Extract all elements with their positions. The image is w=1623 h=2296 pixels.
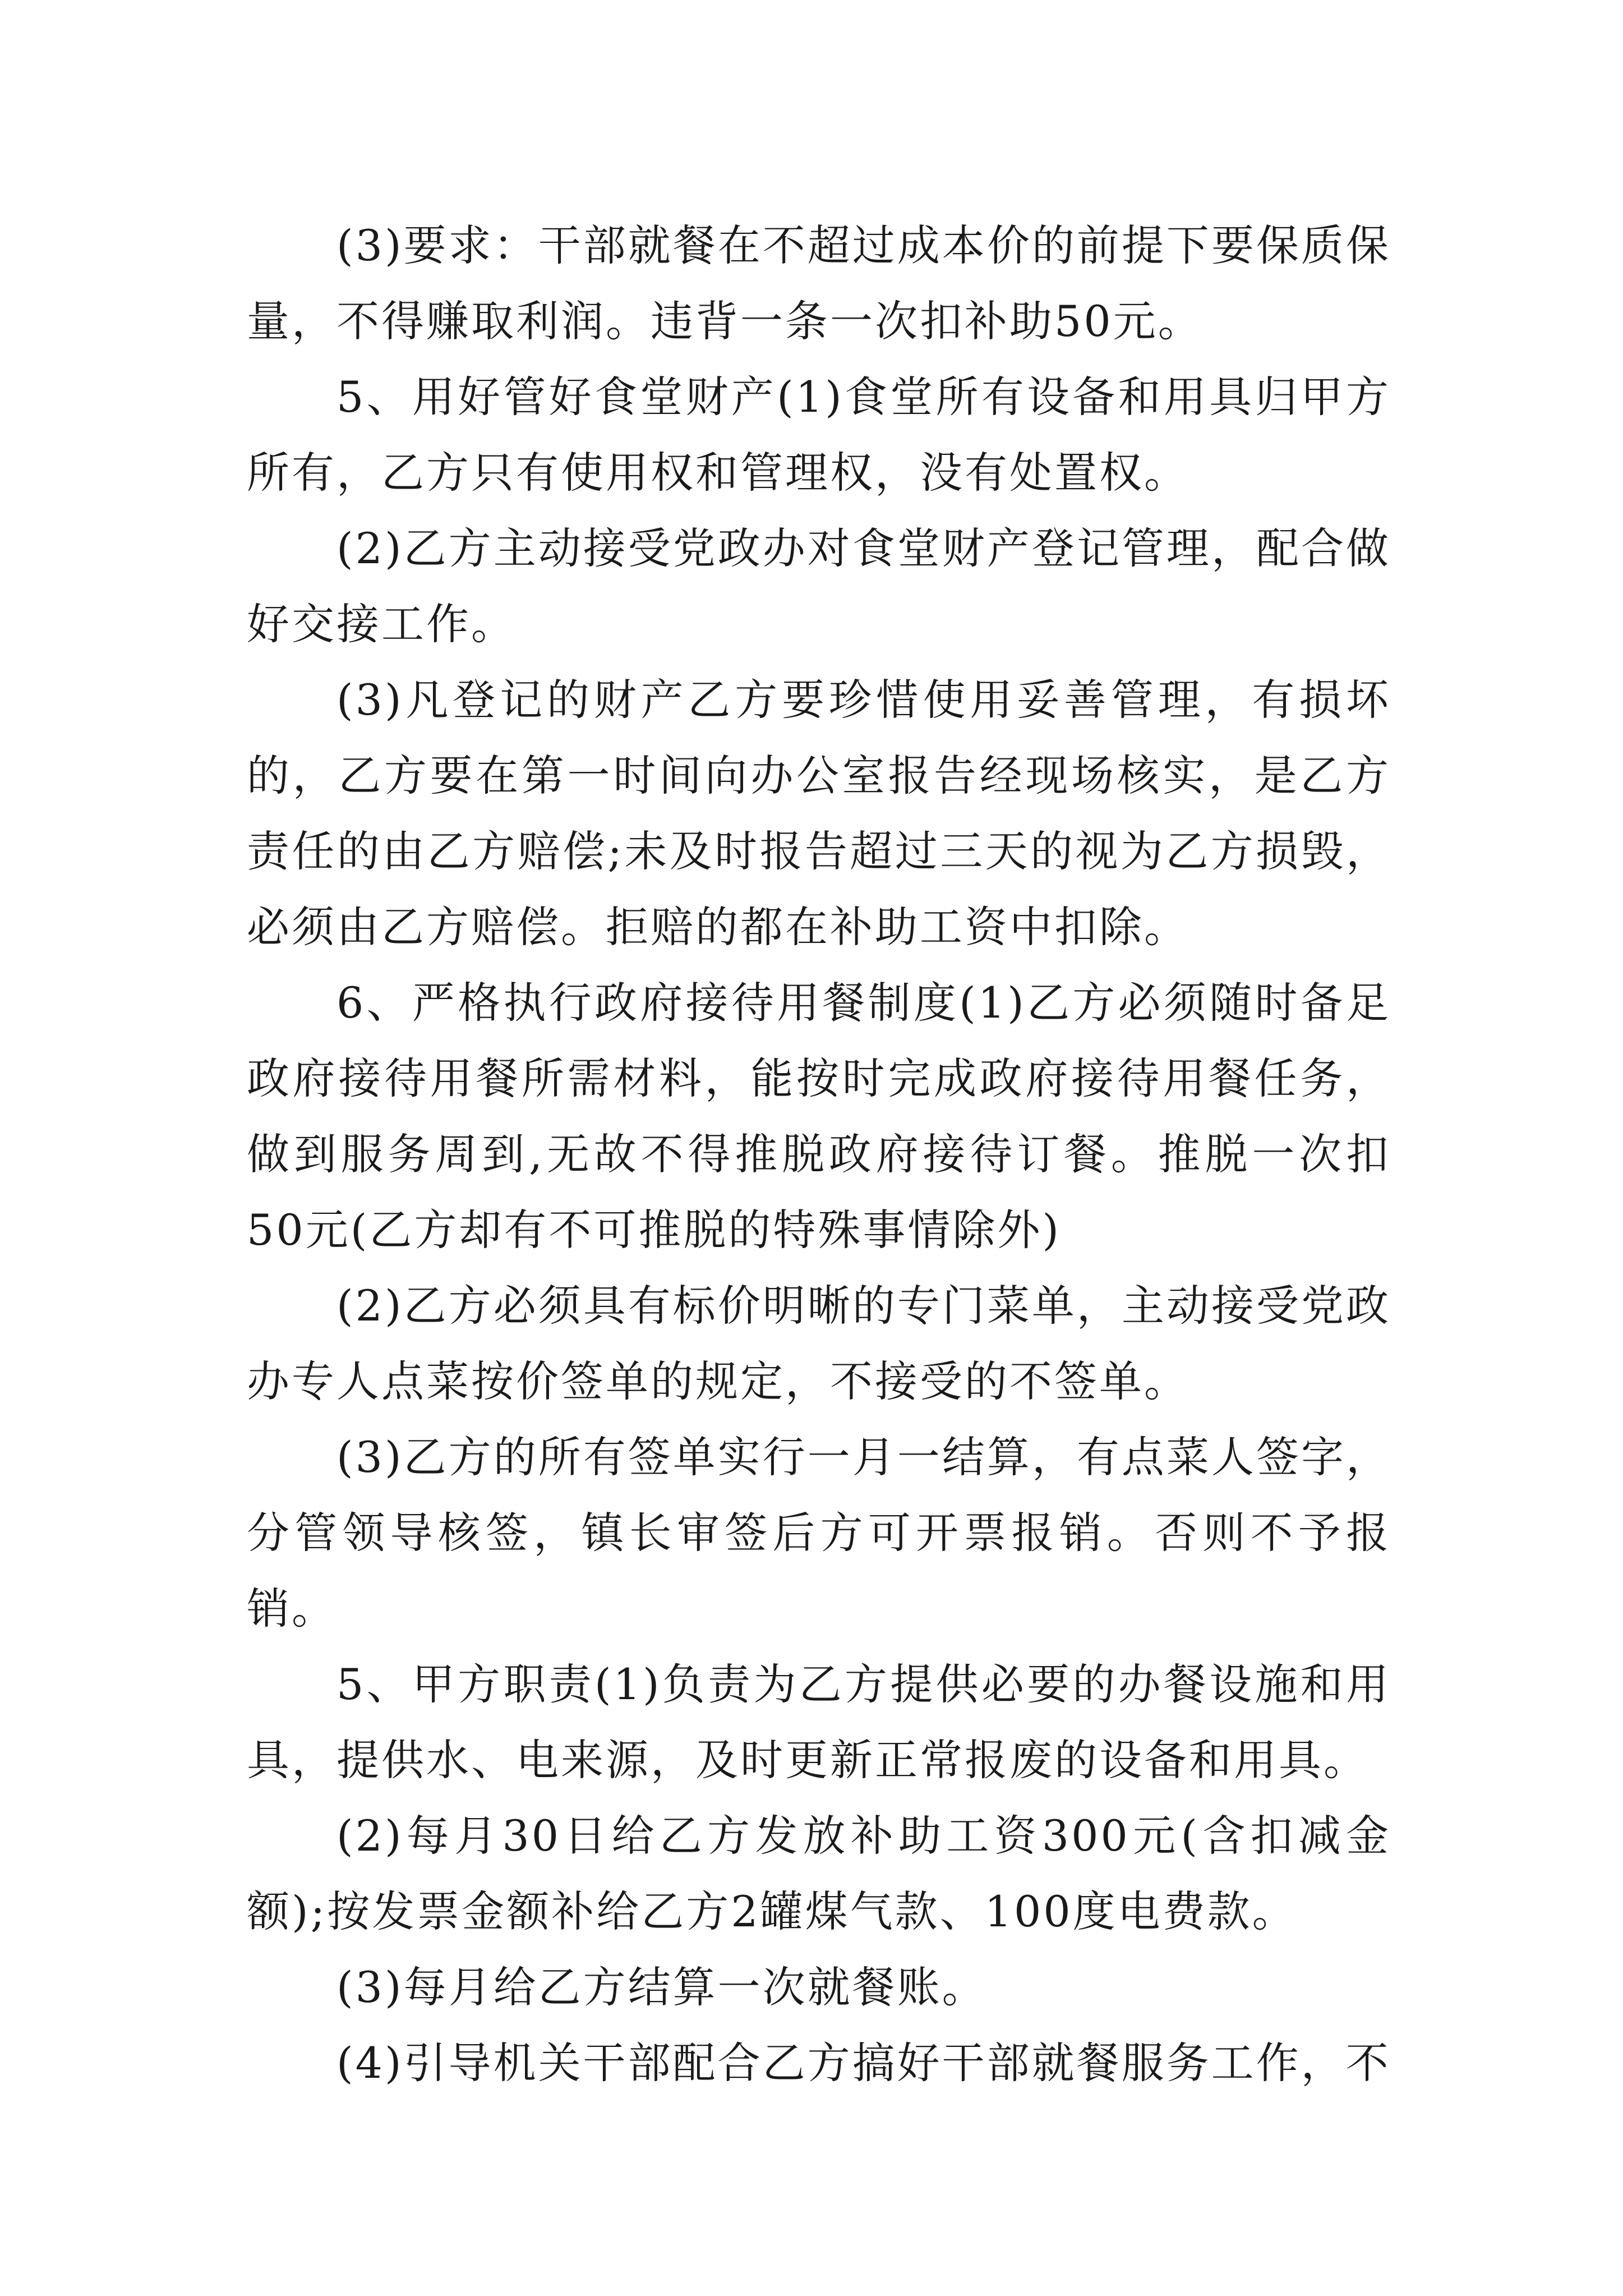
paragraph-3-requirement: (3)要求：干部就餐在不超过成本价的前提下要保质保量，不得赚取利润。违背一条一次扣补助50元。 — [247, 220, 1391, 346]
document-body — [247, 208, 1391, 2101]
paragraph-3-settlement: (3)乙方的所有签单实行一月一结算，有点菜人签字，分管领导核签，镇长审签后方可开票报销。否则不予报销。 — [247, 1432, 1391, 1634]
paragraph-4-guidance: (4)引导机关干部配合乙方搞好干部就餐服务工作，不 — [336, 2038, 1391, 2088]
paragraph-3-property-care: (3)凡登记的财产乙方要珍惜使用妥善管理，有损坏的，乙方要在第一时间向办公室报告经现场核实，是乙方责任的由乙方赔偿;未及时报告超过三天的视为乙方损毁，必须由乙方赔偿。拒赔的都在补助工资中扣除。 — [247, 675, 1391, 952]
paragraph-2-menu: (2)乙方必须具有标价明晰的专门菜单，主动接受党政办专人点菜按价签单的规定，不接受的不签单。 — [247, 1281, 1391, 1406]
paragraph-5-party-a-duties: 5、甲方职责(1)负责为乙方提供必要的办餐设施和用具，提供水、电来源，及时更新正常报废的设备和用具。 — [247, 1659, 1391, 1785]
paragraph-3-monthly-account: (3)每月给乙方结算一次就餐账。 — [336, 1962, 987, 2012]
paragraph-2-property-registration: (2)乙方主动接受党政办对食堂财产登记管理，配合做好交接工作。 — [247, 523, 1391, 649]
paragraph-5-canteen-property: 5、用好管好食堂财产(1)食堂所有设备和用具归甲方所有，乙方只有使用权和管理权，没有处置权。 — [247, 372, 1391, 498]
paragraph-6-reception-dining: 6、严格执行政府接待用餐制度(1)乙方必须随时备足政府接待用餐所需材料，能按时完成政府接待用餐任务，做到服务周到,无故不得推脱政府接待订餐。推脱一次扣50元(乙方却有不可推脱的特殊事情除外) — [247, 978, 1391, 1255]
paragraph-2-monthly-subsidy: (2)每月30日给乙方发放补助工资300元(含扣减金额);按发票金额补给乙方2罐煤气款、100度电费款。 — [247, 1811, 1391, 1936]
